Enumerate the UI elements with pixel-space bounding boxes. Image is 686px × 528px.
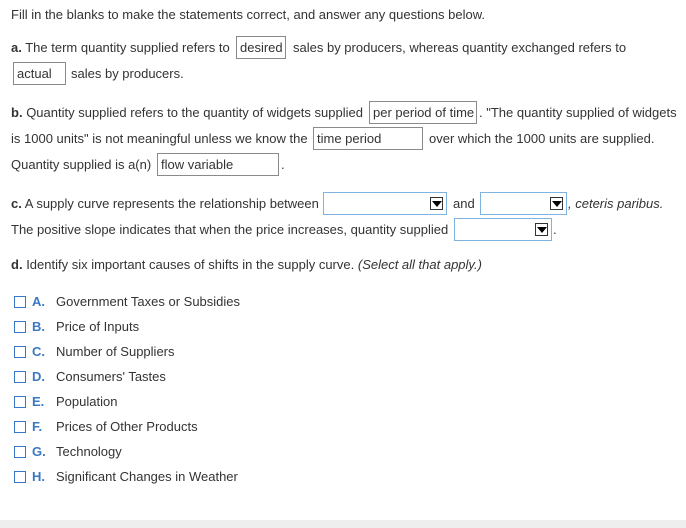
option-text[interactable]: Technology [56, 444, 122, 459]
part-d-text2: (Select all that apply.) [357, 257, 482, 272]
part-b-text6: . [281, 157, 285, 172]
part-a-blank-desired[interactable]: desired [236, 36, 286, 59]
option-text[interactable]: Prices of Other Products [56, 419, 198, 434]
part-b-text1: Quantity supplied refers to the quantity of widgets supplied [26, 105, 363, 120]
option-text[interactable]: Number of Suppliers [56, 344, 175, 359]
part-c-text2: , ceteris paribus. [568, 196, 664, 211]
option-text[interactable]: Price of Inputs [56, 319, 140, 334]
checkbox[interactable] [14, 321, 26, 333]
checkbox[interactable] [14, 471, 26, 483]
part-b-line1 [11, 105, 363, 121]
part-d-line1 [11, 257, 482, 273]
part-c-label: c. [11, 196, 22, 211]
option-text[interactable]: Government Taxes or Subsidies [56, 294, 241, 309]
footer-bar [0, 520, 686, 528]
part-a-text1: The term quantity supplied refers to [25, 40, 230, 55]
checkbox[interactable] [14, 371, 26, 383]
part-c-text3: The positive slope indicates that when the price increases, quantity supplied [11, 222, 449, 237]
chevron-down-icon[interactable] [550, 197, 563, 210]
part-c-text4: . [553, 222, 557, 237]
option-letter: A. [32, 294, 45, 309]
option-text[interactable]: Population [56, 394, 118, 409]
part-d-label: d. [11, 257, 23, 272]
part-c-line1 [11, 196, 319, 212]
part-b-text5: Quantity supplied is a(n) [11, 157, 152, 172]
option-letter: F. [32, 419, 43, 434]
part-c-text1: A supply curve represents the relationship between [24, 196, 319, 211]
option-letter: E. [32, 394, 45, 409]
part-a-blank-actual[interactable]: actual [13, 62, 66, 85]
option-letter: B. [32, 319, 45, 334]
part-a-line1 [11, 40, 230, 56]
part-b-text3: is 1000 units" is not meaningful unless we know the [11, 131, 308, 146]
instructions: Fill in the blanks to make the statements correct, and answer any questions below. [11, 7, 486, 22]
option-text[interactable]: Consumers' Tastes [56, 369, 166, 384]
part-c-dropdown-1[interactable] [323, 192, 447, 215]
part-c-dropdown-2[interactable] [480, 192, 567, 215]
option-text[interactable]: Significant Changes in Weather [56, 469, 238, 484]
part-b-text2: . "The quantity supplied of widgets [479, 105, 677, 120]
option-letter: H. [32, 469, 45, 484]
part-a-text3: sales by producers. [71, 66, 184, 81]
checkbox[interactable] [14, 446, 26, 458]
part-c-dropdown-3[interactable] [454, 218, 552, 241]
part-a-text2: sales by producers, whereas quantity exchanged refers to [293, 40, 627, 55]
part-b-blank-variable[interactable]: flow variable [157, 153, 279, 176]
checkbox[interactable] [14, 421, 26, 433]
checkbox[interactable] [14, 296, 26, 308]
part-d-text1: Identify six important causes of shifts in the supply curve. [26, 257, 355, 272]
part-b-blank-time-period[interactable]: time period [313, 127, 423, 150]
part-b-blank-period[interactable]: per period of time [369, 101, 477, 124]
part-b-label: b. [11, 105, 23, 120]
option-letter: C. [32, 344, 45, 359]
chevron-down-icon[interactable] [535, 223, 548, 236]
part-a-label: a. [11, 40, 22, 55]
chevron-down-icon[interactable] [430, 197, 443, 210]
checkbox[interactable] [14, 346, 26, 358]
option-letter: D. [32, 369, 45, 384]
part-c-and: and [453, 196, 475, 211]
option-letter: G. [32, 444, 46, 459]
part-b-text4: over which the 1000 units are supplied. [429, 131, 655, 146]
checkbox[interactable] [14, 396, 26, 408]
